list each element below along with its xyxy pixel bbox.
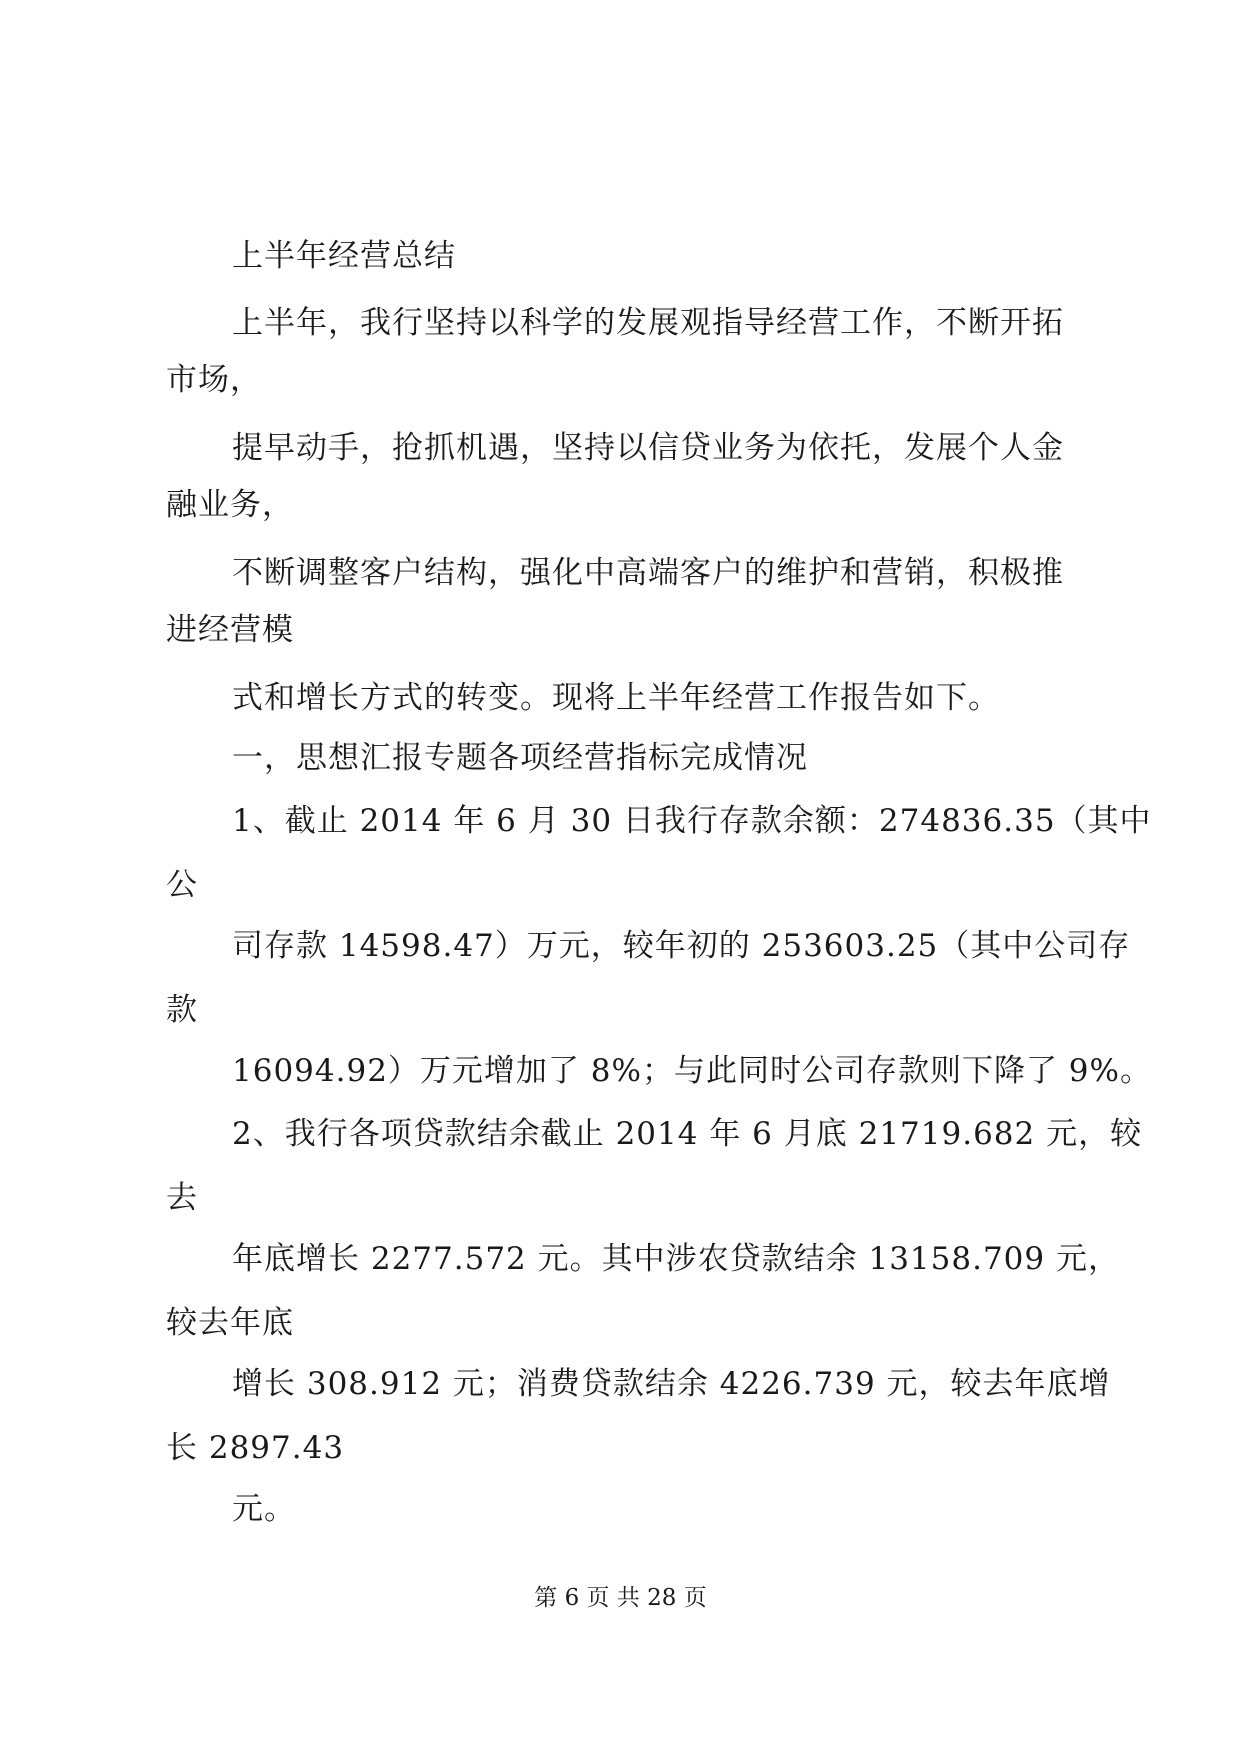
- body-line: 上半年，我行坚持以科学的发展观指导经营工作，不断开拓: [232, 305, 1064, 341]
- document-title: 上半年经营总结: [232, 238, 456, 274]
- page-number-footer: 第 6 页 共 28 页: [534, 1585, 707, 1611]
- body-line: 1、截止 2014 年 6 月 30 日我行存款余额：274836.35（其中: [232, 803, 1152, 839]
- body-line: 16094.92）万元增加了 8%；与此同时公司存款则下降了 9%。: [232, 1053, 1152, 1089]
- body-line: 去: [166, 1180, 198, 1216]
- body-line: 市场，: [166, 362, 262, 398]
- body-line: 司存款 14598.47）万元，较年初的 253603.25（其中公司存: [232, 928, 1131, 964]
- body-line: 元。: [232, 1491, 296, 1527]
- body-line: 式和增长方式的转变。现将上半年经营工作报告如下。: [232, 680, 1000, 716]
- body-line: 公: [166, 867, 198, 903]
- body-line: 不断调整客户结构，强化中高端客户的维护和营销，积极推: [232, 555, 1064, 591]
- body-line: 增长 308.912 元；消费贷款结余 4226.739 元，较去年底增: [232, 1366, 1111, 1402]
- body-line: 2、我行各项贷款结余截止 2014 年 6 月底 21719.682 元，较: [232, 1116, 1143, 1152]
- body-line: 款: [166, 992, 198, 1028]
- body-line: 融业务，: [166, 487, 294, 523]
- body-line: 进经营模: [166, 612, 294, 648]
- body-line: 长 2897.43: [166, 1430, 345, 1466]
- section-heading: 一，思想汇报专题各项经营指标完成情况: [232, 740, 808, 776]
- body-line: 较去年底: [166, 1305, 294, 1341]
- body-line: 年底增长 2277.572 元。其中涉农贷款结余 13158.709 元，: [232, 1241, 1120, 1277]
- body-line: 提早动手，抢抓机遇，坚持以信贷业务为依托，发展个人金: [232, 430, 1064, 466]
